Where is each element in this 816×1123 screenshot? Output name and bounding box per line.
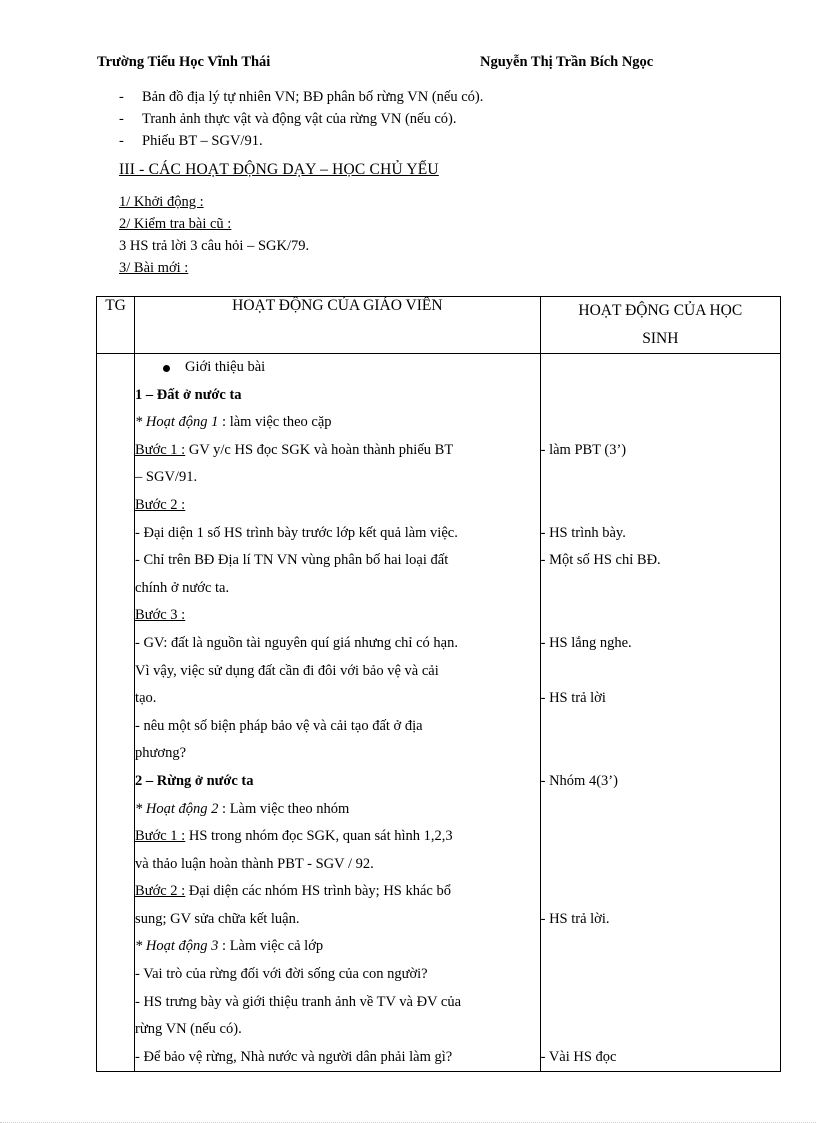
activity-label: * Hoạt động 1 : làm việc theo cặp [135, 414, 332, 431]
text-line: phương? [135, 745, 187, 762]
text-line: - Chỉ trên BĐ Địa lí TN VN vùng phân bố hai loại đất [135, 552, 449, 569]
dash-marker: - [119, 89, 124, 105]
text-line: - nêu một số biện pháp bảo vệ và cải tạo đất ở địa [135, 717, 423, 734]
school-name: Trường Tiểu Học Vĩnh Thái [97, 54, 271, 70]
table-row [97, 354, 781, 1072]
lesson-steps [119, 191, 309, 279]
header-teacher-activity: HOẠT ĐỘNG CỦA GIÁO VIÊN [135, 297, 541, 354]
dash-marker: - [119, 111, 124, 127]
time-cell [97, 354, 135, 1072]
activity-label: * Hoạt động 2 : Làm việc theo nhóm [135, 800, 350, 817]
teacher-activity-cell [135, 354, 541, 1072]
step-review: 2/ Kiểm tra bài cũ : [119, 216, 232, 232]
step-warmup: 1/ Khởi động : [119, 194, 204, 210]
text-line: - HS trưng bày và giới thiệu tranh ảnh về TV và ĐV của [135, 993, 462, 1010]
table-header-row [97, 297, 781, 354]
text-line: tạo. [135, 690, 157, 707]
header-student-activity: HOẠT ĐỘNG CỦA HỌC SINH [540, 297, 780, 354]
material-item: - Tranh ảnh thực vật và động vật của rừng VN (nếu có). [119, 108, 483, 130]
step-review-text: 3 HS trả lời 3 câu hỏi – SGK/79. [119, 238, 310, 254]
step-label: Bước 3 : [135, 607, 186, 624]
text-line: chính ở nước ta. [135, 579, 230, 596]
text-line: - GV: đất là nguồn tài nguyên quí giá nhưng chỉ có hạn. [135, 634, 458, 651]
list-item: Giới thiệu bài [135, 354, 540, 382]
material-item: - Bản đồ địa lý tự nhiên VN; BĐ phân bố rừng VN (nếu có). [119, 86, 483, 108]
text-line: – SGV/91. [135, 469, 198, 486]
bullet-icon [163, 365, 170, 372]
subsection-title: 2 – Rừng ở nước ta [135, 772, 254, 789]
student-response: - HS trình bày. [540, 524, 626, 541]
text-line: Vì vậy, việc sử dụng đất cần đi đôi với bảo vệ và cải [135, 662, 439, 679]
text-line: - Để bảo vệ rừng, Nhà nước và người dân phải làm gì? [135, 1048, 453, 1065]
text-line: Bước 1 : GV y/c HS đọc SGK và hoàn thành phiếu BT [135, 441, 454, 458]
header-time: TG [97, 297, 135, 354]
student-response: - Nhóm 4(3’) [540, 772, 618, 789]
student-response: - HS trả lời [540, 690, 606, 707]
student-response: - Vài HS đọc [540, 1048, 617, 1065]
materials-list [119, 86, 483, 152]
text-line: Bước 1 : HS trong nhóm đọc SGK, quan sát hình 1,2,3 [135, 828, 453, 845]
student-response: - Một số HS chỉ BĐ. [540, 552, 661, 569]
student-response: - làm PBT (3’) [540, 441, 627, 458]
text-line: Bước 2 : Đại diện các nhóm HS trình bày; HS khác bổ [135, 883, 451, 900]
text-line: - Đại diện 1 số HS trình bày trước lớp kết quả làm việc. [135, 524, 458, 541]
teacher-name: Nguyễn Thị Trần Bích Ngọc [480, 54, 654, 70]
dash-marker: - [119, 133, 124, 149]
activities-table [96, 296, 781, 1072]
text-line: và thảo luận hoàn thành PBT - SGV / 92. [135, 855, 374, 872]
student-response: - HS trả lời. [540, 910, 610, 927]
material-item: - Phiếu BT – SGV/91. [119, 130, 483, 152]
text-line: sung; GV sửa chữa kết luận. [135, 910, 300, 927]
step-label: Bước 2 : [135, 496, 186, 513]
text-line: rừng VN (nếu có). [135, 1021, 242, 1038]
section-title: III - CÁC HOẠT ĐỘNG DẠY – HỌC CHỦ YẾU [119, 161, 439, 178]
subsection-title: 1 – Đất ở nước ta [135, 386, 242, 403]
activity-label: * Hoạt động 3 : Làm việc cả lớp [135, 938, 324, 955]
text-line: - Vai trò của rừng đối với đời sống của con người? [135, 966, 428, 983]
step-new-lesson: 3/ Bài mới : [119, 260, 189, 276]
student-response: - HS lắng nghe. [540, 634, 632, 651]
student-activity-cell [540, 354, 780, 1072]
